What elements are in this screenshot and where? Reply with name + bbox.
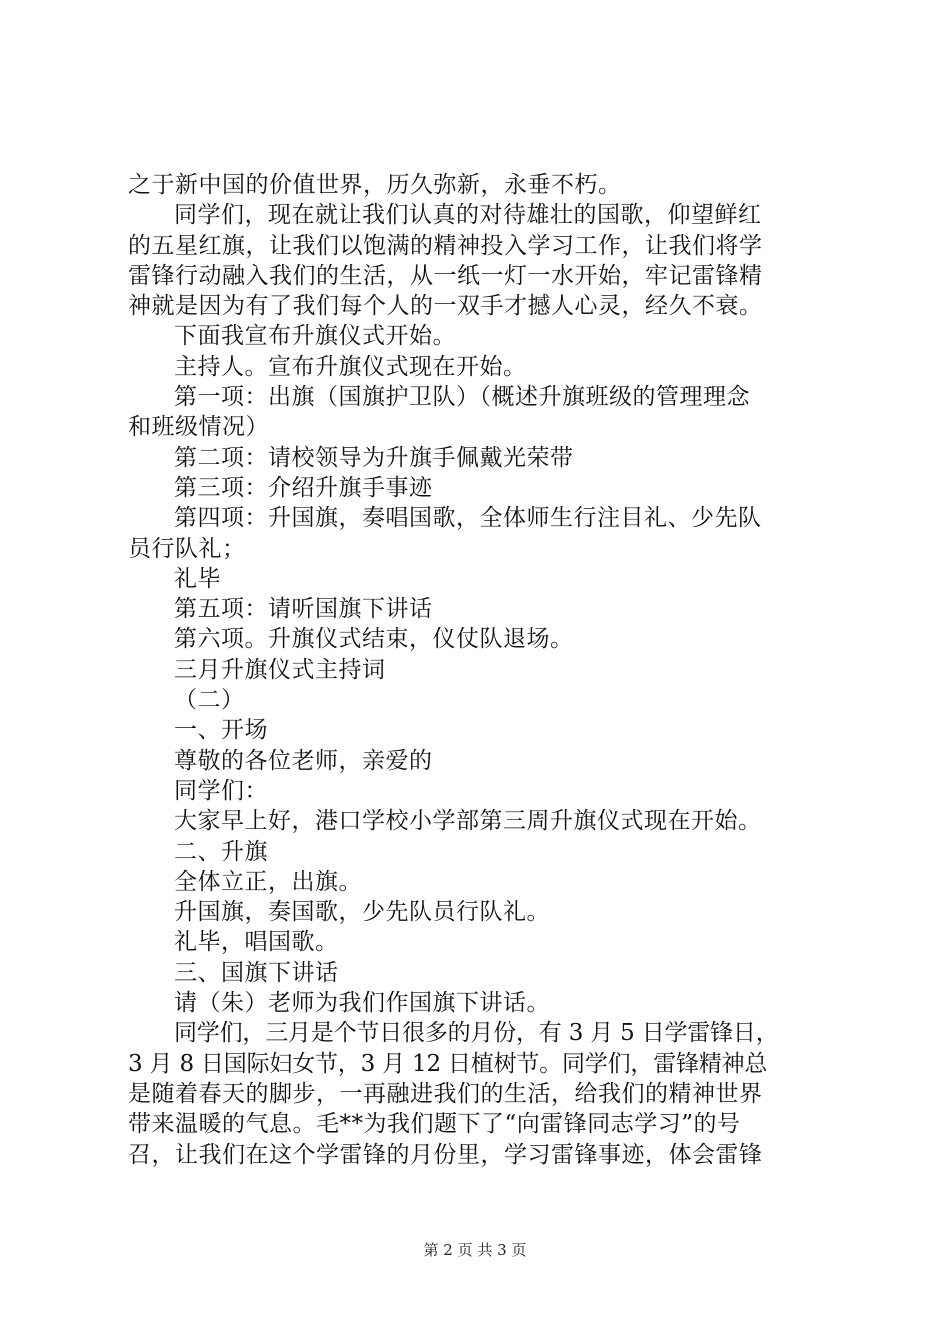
text-line: 带来温暖的气息。毛**为我们题下了“向雷锋同志学习”的号 bbox=[128, 1111, 741, 1138]
text-line: 第四项：升国旗，奏唱国歌，全体师生行注目礼、少先队 bbox=[174, 505, 762, 532]
text-line: 第六项。升旗仪式结束，仪仗队退场。 bbox=[174, 626, 574, 653]
text-line: 同学们，三月是个节日很多的月份，有 3 月 5 日学雷锋日， bbox=[174, 1020, 779, 1047]
page-footer: 第 2 页 共 3 页 bbox=[423, 1241, 527, 1259]
text-line: 礼毕 bbox=[174, 565, 221, 592]
text-line: 同学们，现在就让我们认真的对待雄壮的国歌，仰望鲜红 bbox=[174, 202, 762, 229]
text-line: 雷锋行动融入我们的生活，从一纸一灯一水开始，牢记雷锋精 bbox=[128, 262, 763, 289]
text-line: 第五项：请听国旗下讲话 bbox=[174, 596, 433, 623]
text-line: （二） bbox=[174, 687, 245, 714]
text-line: 召，让我们在这个学雷锋的月份里，学习雷锋事迹，体会雷锋 bbox=[128, 1141, 763, 1168]
text-line: 大家早上好，港口学校小学部第三周升旗仪式现在开始。 bbox=[174, 808, 762, 835]
text-line: 升国旗，奏国歌，少先队员行队礼。 bbox=[174, 899, 550, 926]
text-line: 同学们： bbox=[174, 777, 268, 804]
text-line: 员行队礼； bbox=[128, 535, 246, 562]
text-line: 第三项：介绍升旗手事迹 bbox=[174, 474, 433, 501]
text-line: 一、开场 bbox=[174, 717, 268, 744]
text-line: 下面我宣布升旗仪式开始。 bbox=[174, 323, 456, 350]
text-line: 神就是因为有了我们每个人的一双手才撼人心灵，经久不衰。 bbox=[128, 293, 763, 320]
text-line: 之于新中国的价值世界，历久弥新，永垂不朽。 bbox=[128, 172, 622, 198]
document-body bbox=[128, 170, 838, 1170]
text-line: 尊敬的各位老师，亲爱的 bbox=[174, 747, 433, 774]
text-line: 的五星红旗，让我们以饱满的精神投入学习工作，让我们将学 bbox=[128, 232, 763, 259]
text-line: 请（朱）老师为我们作国旗下讲话。 bbox=[174, 990, 550, 1017]
text-line: 二、升旗 bbox=[174, 838, 268, 865]
text-line: 第一项：出旗（国旗护卫队）（概述升旗班级的管理理念 bbox=[174, 384, 750, 411]
text-line: 和班级情况） bbox=[128, 414, 269, 441]
text-line: 3 月 8 日国际妇女节，3 月 12 日植树节。同学们，雷锋精神总 bbox=[128, 1050, 768, 1077]
text-line: 三、国旗下讲话 bbox=[174, 959, 339, 986]
text-line: 三月升旗仪式主持词 bbox=[174, 656, 386, 683]
text-line: 全体立正，出旗。 bbox=[174, 868, 362, 895]
text-line: 主持人。宣布升旗仪式现在开始。 bbox=[174, 353, 527, 380]
text-line: 第二项：请校领导为升旗手佩戴光荣带 bbox=[174, 444, 574, 471]
text-line: 是随着春天的脚步，一再融进我们的生活，给我们的精神世界 bbox=[128, 1080, 763, 1107]
text-line: 礼毕，唱国歌。 bbox=[174, 929, 339, 956]
